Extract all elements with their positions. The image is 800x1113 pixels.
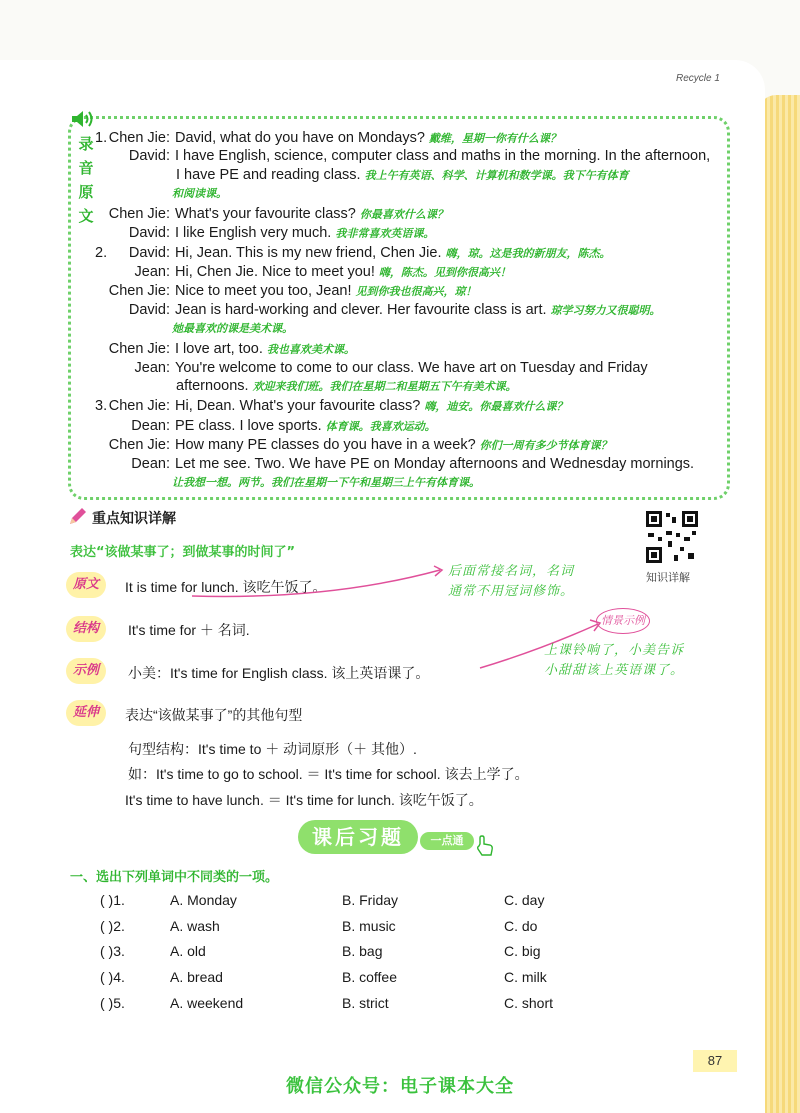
watermark: 微信公众号：电子课本大全 [286,1076,514,1097]
english-text: I love art, too. [175,341,263,357]
line-text [175,398,567,414]
chinese-translation: 让我想一想。两节。我们在星期一下午和星期三上午有体育课。 [172,476,480,489]
tag-extension: 延伸 [66,700,106,726]
line-text [175,360,648,376]
extension-line: 如：It's time to go to school. ＝ It's time for school. 该去上学了。 [128,766,529,782]
english-text: Nice to meet you too, Jean! [175,283,352,299]
note-line: 小甜甜该上英语课了。 [544,663,685,678]
line-text [175,245,610,261]
speaker-name: Chen Jie: [108,206,170,222]
option-b: B. coffee [342,969,398,985]
line-text [176,378,517,394]
note-noun [448,562,574,602]
original-sentence: It is time for lunch. 该吃午饭了。 [125,579,327,595]
answer-blank[interactable]: ( )1. [100,892,125,908]
line-text [175,148,710,164]
exercise-item [100,943,600,963]
vlabel-char: 原 [78,183,94,201]
english-text: PE class. I love sports. [175,418,322,434]
chinese-translation: 我非常喜欢英语课。 [335,227,435,240]
vlabel-char: 音 [78,159,94,177]
pointing-hand-icon [474,834,498,858]
exercise-item [100,995,600,1015]
line-text [175,206,448,222]
note-line: 上课铃响了，小美告诉 [544,643,685,658]
english-text: Hi, Dean. What's your favourite class? [175,398,421,414]
line-text [175,283,477,299]
option-a: A. Monday [170,892,237,908]
exercise-banner-tail: 一点通 [420,832,474,850]
chinese-translation: 欢迎来我们班。我们在星期二和星期五下午有美术课。 [252,380,517,393]
speaker-name: Dean: [131,456,170,472]
option-c: C. milk [504,969,547,985]
exercise-item [100,918,600,938]
english-text: afternoons. [176,378,249,394]
speaker-name: David: [128,148,170,164]
english-text: Hi, Chen Jie. Nice to meet you! [175,264,375,280]
speaker-name: Jean: [134,360,170,376]
speaker-name: Dean: [131,418,170,434]
line-text [175,437,612,453]
extension-line: 句型结构：It's time to ＋ 动词原形（＋ 其他）. [128,741,417,757]
option-c: C. big [504,943,541,959]
tag-structure: 结构 [66,616,106,642]
page-number: 87 [693,1050,737,1072]
chinese-translation: 嗨，迪安。你最喜欢什么课？ [424,400,568,413]
line-text [172,320,293,336]
english-text: David, what do you have on Mondays? [175,130,425,146]
line-text [172,474,480,490]
chinese-translation: 和阅读课。 [172,187,227,200]
option-b: B. bag [342,943,383,959]
knowledge-subtitle: 表达“该做某事了；到做某事的时间了” [70,545,296,560]
speaker-name: Chen Jie: [108,283,170,299]
extension-heading: 表达“该做某事了”的其他句型 [125,707,303,723]
chinese-translation: 琼学习努力又很聪明。 [550,304,661,317]
speaker-name: David: [128,225,170,241]
chinese-translation: 戴维，星期一你有什么课？ [428,132,561,145]
chinese-translation: 见到你我也很高兴，琼！ [355,285,477,298]
answer-blank[interactable]: ( )5. [100,995,125,1011]
chinese-translation: 我也喜欢美术课。 [266,343,355,356]
english-text: How many PE classes do you have in a week? [175,437,476,453]
dialogue-number: 1. [95,130,108,146]
chinese-translation: 我上午有英语、科学、计算机和数学课。我下午有体育 [364,169,629,182]
option-b: B. music [342,918,396,934]
extension-line: It's time to have lunch. ＝ It's time for lunch. 该吃午饭了。 [125,792,483,808]
speaker-name: Chen Jie: [108,341,170,357]
english-text: What's your favourite class? [175,206,356,222]
exercise-item [100,969,600,989]
knowledge-title: 重点知识详解 [70,508,176,528]
exercise-title: 一、选出下列单词中不同类的一项。 [70,870,279,885]
chinese-translation: 体育课。我喜欢运动。 [325,420,436,433]
english-text: Hi, Jean. This is my new friend, Chen Jie. [175,245,442,261]
option-c: C. do [504,918,538,934]
option-c: C. short [504,995,554,1011]
english-text: Jean is hard-working and clever. Her favourite class is art. [175,302,547,318]
note-scene [544,641,684,681]
line-text [175,341,355,357]
qr-code-icon[interactable] [644,509,700,565]
running-header: Recycle 1 [676,73,720,84]
vlabel-char: 录 [78,135,94,153]
speaker-name: Chen Jie: [108,130,170,146]
line-text [175,302,661,318]
tag-example: 示例 [66,658,106,684]
vlabel-char: 文 [78,207,94,225]
qr-caption: 知识详解 [646,571,690,584]
line-text [175,130,561,146]
speaker-name: Chen Jie: [108,437,170,453]
speaker-name: Chen Jie: [108,398,170,414]
speaker-icon [70,108,96,130]
answer-blank[interactable]: ( )3. [100,943,125,959]
option-a: A. bread [170,969,223,985]
chinese-translation: 你们一周有多少节体育课？ [479,439,612,452]
english-text: Let me see. Two. We have PE on Monday afternoons and Wednesday mornings. [175,456,695,472]
option-b: B. strict [342,995,389,1011]
tag-original: 原文 [66,572,106,598]
structure-sentence: It's time for ＋ 名词. [128,622,250,638]
speaker-name: Jean: [134,264,170,280]
exercise-banner: 课后习题 [298,820,418,854]
option-a: A. weekend [170,995,244,1011]
note-line: 通常不用冠词修饰。 [448,584,575,599]
dialogue-number: 2. [95,245,108,261]
answer-blank[interactable]: ( )4. [100,969,125,985]
option-a: A. old [170,943,206,959]
line-text [175,264,511,280]
line-text [175,456,694,472]
option-b: B. Friday [342,892,399,908]
chinese-translation: 她最喜欢的课是美术课。 [172,322,293,335]
chinese-translation: 嗨，陈杰。见到你很高兴！ [378,266,511,279]
option-a: A. wash [170,918,220,934]
exercise-item [100,892,600,912]
line-text [172,185,227,201]
dialogue-number: 3. [95,398,108,414]
line-text [175,225,434,241]
speaker-name: David: [128,245,170,261]
english-text: I have English, science, computer class and maths in the morning. In the afternoon, [175,148,711,164]
english-text: I have PE and reading class. [176,167,361,183]
english-text: I like English very much. [175,225,332,241]
chinese-translation: 嗨，琼。这是我的新朋友，陈杰。 [445,247,611,260]
english-text: You're welcome to come to our class. We have art on Tuesday and Friday [175,360,648,376]
answer-blank[interactable]: ( )2. [100,918,125,934]
line-text [176,167,629,183]
scene-bubble: 情景示例 [596,608,650,634]
note-line: 后面常接名词，名词 [448,564,575,579]
speaker-name: David: [128,302,170,318]
option-c: C. day [504,892,545,908]
line-text [175,418,436,434]
example-sentence: 小美：It's time for English class. 该上英语课了。 [128,665,430,681]
chinese-translation: 你最喜欢什么课？ [359,208,448,221]
